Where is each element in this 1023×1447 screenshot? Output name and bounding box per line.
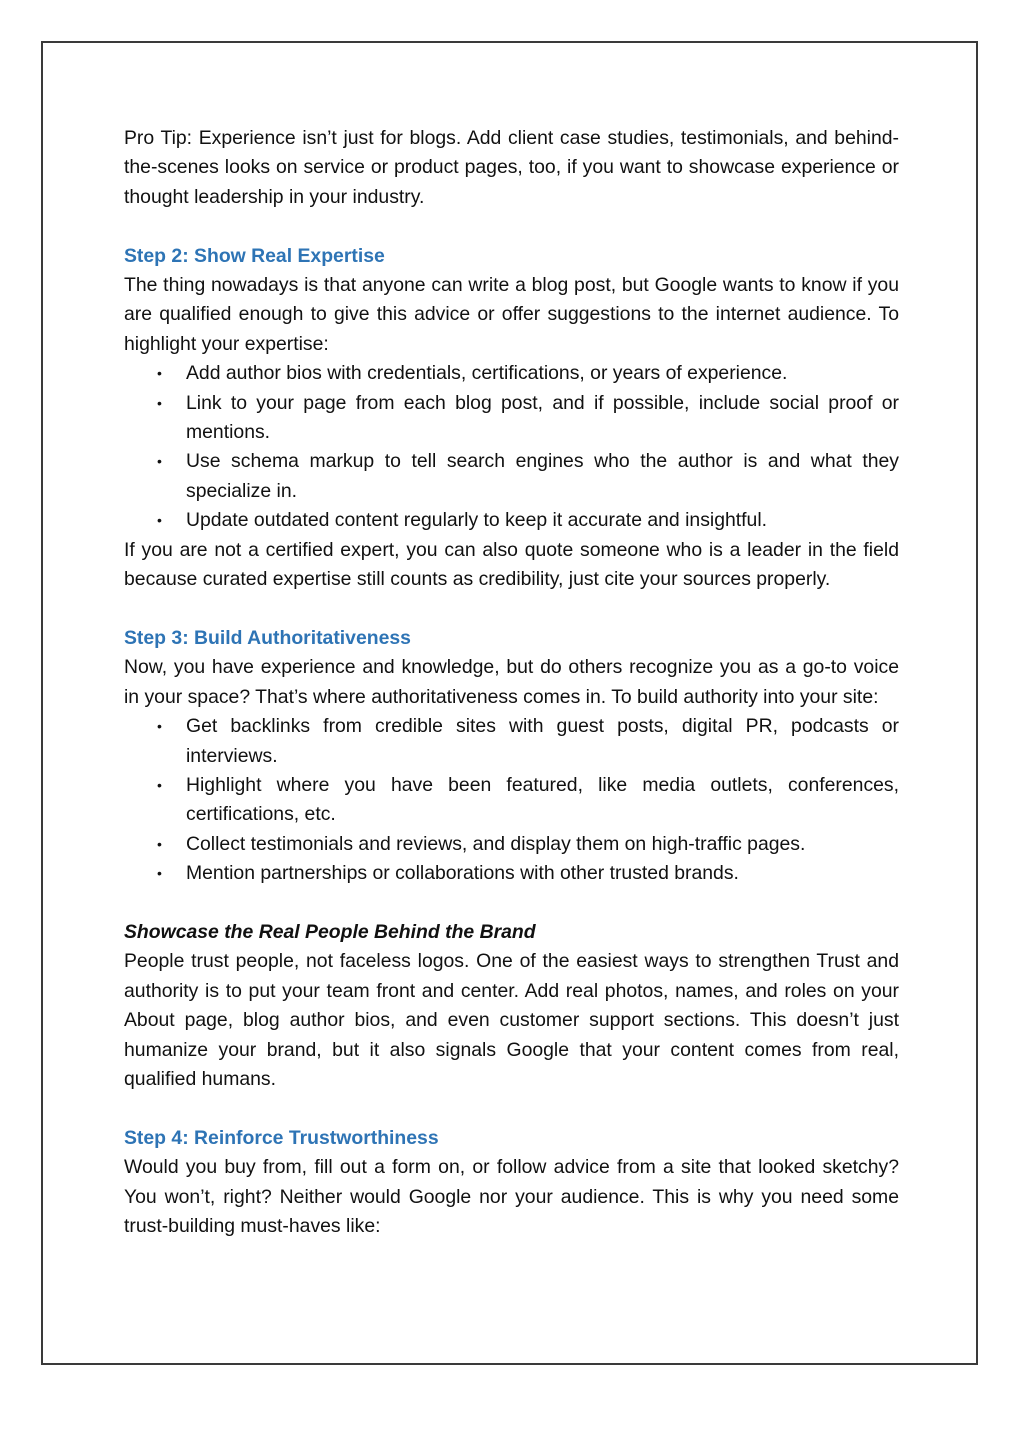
step-2-bullet-list (124, 359, 899, 535)
step-4-heading: Step 4: Reinforce Trustworthiness (124, 1126, 439, 1149)
list-item (124, 830, 899, 859)
step-4-section (124, 1124, 899, 1242)
list-item (124, 859, 899, 888)
bullet-icon: • (157, 718, 162, 735)
pro-tip-paragraph: Pro Tip: Experience isn’t just for blogs. Add client case studies, testimonials, and behind-the-scenes looks on service or product pages, too, if you want to showcase experience or thought leadership in your industry. (124, 127, 899, 208)
spacer (124, 1094, 899, 1123)
step-2-outro: If you are not a certified expert, you can also quote someone who is a leader in the field because curated expertise still counts as credibility, just cite your sources properly. (124, 538, 899, 591)
bullet-icon: • (157, 365, 162, 382)
bullet-icon: • (157, 865, 162, 882)
list-item (124, 712, 899, 771)
step-3-bullet-list (124, 712, 899, 888)
bullet-icon: • (157, 394, 162, 411)
spacer (124, 594, 899, 623)
list-item-text: Collect testimonials and reviews, and display them on high-traffic pages. (186, 832, 806, 855)
bullet-icon: • (157, 776, 162, 793)
step-3-heading: Step 3: Build Authoritativeness (124, 626, 411, 649)
step-3-section (124, 624, 899, 889)
step-2-heading: Step 2: Show Real Expertise (124, 244, 385, 267)
step-4-intro: Would you buy from, fill out a form on, or follow advice from a site that looked sketchy? You won’t, right? Neither would Google nor your audience. This is why you need some trust-building must-haves like: (124, 1156, 899, 1237)
list-item-text: Highlight where you have been featured, like media outlets, conferences, certifications, etc. (186, 773, 899, 826)
bullet-icon: • (157, 453, 162, 470)
showcase-body: People trust people, not faceless logos. One of the easiest ways to strengthen Trust and authority is to put your team front and center. Add real photos, names, and roles on your About page, blog author bios, and even customer support sections. This doesn’t just humanize your brand, but it also signals Google that your content comes from real, qualified humans. (124, 950, 899, 1090)
list-item (124, 771, 899, 830)
list-item (124, 359, 899, 388)
list-item-text: Use schema markup to tell search engines who the author is and what they specialize in. (186, 450, 899, 502)
list-item-text: Link to your page from each blog post, and if possible, include social proof or mentions. (186, 391, 899, 444)
step-3-intro: Now, you have experience and knowledge, but do others recognize you as a go-to voice in your space? That’s where authoritativeness comes in. To build authority into your site: (124, 656, 899, 708)
showcase-section (124, 918, 899, 1094)
document-body (124, 124, 899, 1241)
spacer (124, 212, 899, 241)
list-item-text: Mention partnerships or collaborations with other trusted brands. (186, 862, 739, 885)
list-item-text: Get backlinks from credible sites with guest posts, digital PR, podcasts or interviews. (186, 715, 899, 767)
list-item (124, 389, 899, 448)
bullet-icon: • (157, 835, 162, 852)
list-item (124, 506, 899, 535)
spacer (124, 889, 899, 918)
list-item-text: Update outdated content regularly to keep it accurate and insightful. (186, 509, 768, 532)
step-2-section (124, 242, 899, 595)
list-item-text: Add author bios with credentials, certifications, or years of experience. (186, 362, 788, 385)
list-item (124, 447, 899, 506)
step-2-intro: The thing nowadays is that anyone can write a blog post, but Google wants to know if you are qualified enough to give this advice or offer suggestions to the internet audience. To highlight your expertise: (124, 274, 899, 355)
bullet-icon: • (157, 512, 162, 529)
showcase-heading: Showcase the Real People Behind the Brand (124, 920, 536, 943)
